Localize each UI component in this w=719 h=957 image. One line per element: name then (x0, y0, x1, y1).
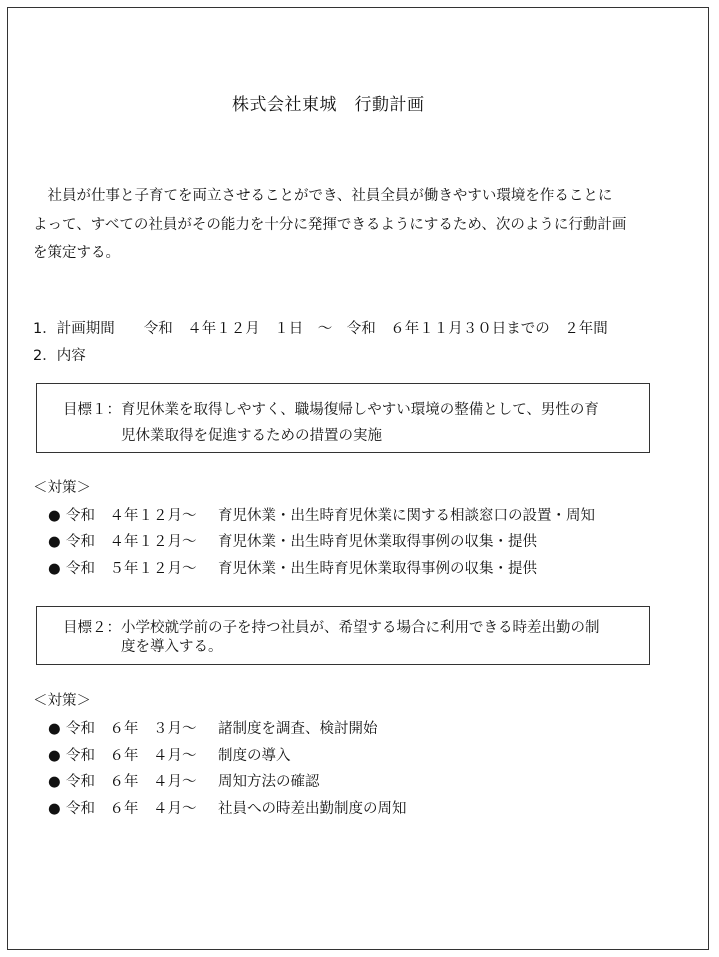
measure-date: 令和 ６年 ４月～ (66, 774, 197, 790)
measure-text: 育児休業・出生時育児休業取得事例の収集・提供 (218, 561, 537, 577)
measure-date: 令和 ６年 ４月～ (66, 748, 197, 764)
intro-line: 社員が仕事と子育てを両立させることができ、社員全員が働きやすい環境を作ることに (33, 188, 613, 204)
measure-text: 育児休業・出生時育児休業取得事例の収集・提供 (218, 534, 537, 550)
goal-2-line: 度を導入する。 (121, 639, 223, 655)
measure-item (48, 797, 407, 818)
bullet-icon: ● (48, 774, 61, 790)
bullet-icon: ● (48, 534, 61, 550)
goal-2-box (36, 606, 650, 665)
bullet-icon: ● (48, 748, 61, 764)
goal-1-box (36, 383, 650, 453)
measure-text: 制度の導入 (218, 748, 291, 764)
bullet-icon: ● (48, 561, 61, 577)
measure-date: 令和 ６年 ４月～ (66, 801, 197, 817)
measure-item (48, 504, 595, 525)
goal-1-line: 目標１：育児休業を取得しやすく、職場復帰しやすい環境の整備として、男性の育 (63, 402, 599, 418)
goal-2-line: 目標２：小学校就学前の子を持つ社員が、希望する場合に利用できる時差出勤の制 (63, 620, 600, 636)
content-heading: 2．内容 (33, 348, 86, 364)
plan-period: 1．計画期間 令和 ４年１２月 １日 ～ 令和 ６年１１月３０日までの ２年間 (33, 321, 608, 337)
measure-item (48, 770, 320, 791)
measure-date: 令和 ６年 ３月～ (66, 721, 197, 737)
intro-line: を策定する。 (33, 245, 120, 261)
measure-text: 周知方法の確認 (218, 774, 320, 790)
measure-item (48, 530, 537, 551)
measures-2-heading: ＜対策＞ (33, 693, 91, 709)
bullet-icon: ● (48, 801, 61, 817)
measure-text: 諸制度を調査、検討開始 (218, 721, 378, 737)
measure-item (48, 557, 537, 578)
measure-date: 令和 ５年１２月～ (66, 561, 197, 577)
measures-1-heading: ＜対策＞ (33, 480, 91, 496)
intro-paragraph (33, 182, 626, 268)
bullet-icon: ● (48, 508, 61, 524)
measure-item (48, 744, 291, 765)
document-title: 株式会社東城 行動計画 (232, 95, 425, 115)
intro-line: よって、すべての社員がその能力を十分に発揮できるようにするため、次のように行動計画 (33, 216, 627, 233)
measure-text: 社員への時差出勤制度の周知 (218, 801, 407, 817)
measure-date: 令和 ４年１２月～ (66, 534, 197, 550)
measure-item (48, 717, 378, 738)
bullet-icon: ● (48, 721, 61, 737)
measure-date: 令和 ４年１２月～ (66, 508, 197, 524)
measure-text: 育児休業・出生時育児休業に関する相談窓口の設置・周知 (218, 508, 595, 524)
goal-1-line: 児休業取得を促進するための措置の実施 (121, 428, 382, 444)
